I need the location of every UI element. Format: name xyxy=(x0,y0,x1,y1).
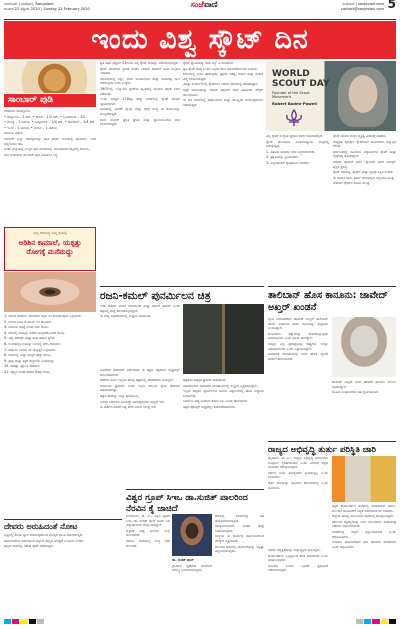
recipe-line: ಬಾಣಲೆಗೆ ಎಲ್ಲಾ ಸಾಮಗ್ರಿಗಳನ್ನು ಹಾಕಿ ಕಡಿಮೆ ಉರಿಯಲ್ಲಿ ಹುರಿಯಿರಿ. ಬಳಿಕ ತಣ್ಣಗಾಗಲು ಬಿಡಿ. xyxy=(4,136,96,146)
health-headline-1: ಅರಿಶಿನ ಕಾಮಾಲೆ, ಯಕೃತ್ತು xyxy=(18,238,82,247)
politics-body-3 xyxy=(268,548,328,616)
article-para: ಇಬ್ಬರು ದಿಗ್ಗಜರ ಪುನರ್ಮಿಲನ ತಮಿಳು ಚಿತ್ರರಂಗದಲ್ಲಿ ಹೊಸ ಅಧ್ಯಾಯ ಬರೆಯಲಿದೆ. xyxy=(183,389,264,398)
article-para: ಪ್ರತಿ ಸ್ಕೌಟ್ ದಿನಕ್ಕೆ ಒಂದು ಒಳ್ಳೆಯ ಕೆಲಸ ಮಾಡಬೇಕೆಂಬುದು ನಿಯಮ. xyxy=(183,66,258,71)
health-tip: 1. ಅರಿಶಿನ ಕಾಮಾಲೆ ಇರುವವರು ಕಬ್ಬಿನ ರಸ ಕುಡಿಯುವುದು ಒಳ್ಳೆಯದು. xyxy=(4,314,82,318)
article-para: ಯುವಜನರಲ್ಲಿ ಶಿಸ್ತು, ಸೇವಾ ಮನೋಭಾವ ಮತ್ತು ನಾಯಕತ್ವ ಗುಣ ಬೆಳೆಸುವುದು ಇದರ ಉದ್ದೇಶ. xyxy=(100,76,180,86)
recipe-photo xyxy=(4,61,96,93)
article-para: ಲೋಕೇಶ್ ಕನಕರಾಜ್ ನಿರ್ದೇಶನದ ಈ ಚಿತ್ರದ ಚಿತ್ರೀಕರಣ ಶೀಘ್ರದಲ್ಲೇ ಆರಂಭವಾಗಲಿದೆ. xyxy=(100,368,180,377)
article-para: ರೈತರ ಸಾಲಮನ್ನಾ ಯೋಜನೆ ಜಾರಿಯಾಗಿಲ್ಲ ಎಂದು ದೂರಿದರು. xyxy=(268,480,328,490)
recipe-line: ಈಗ ರುಚಿಯಾದ ಸಾಂಬಾರ್ ಪುಡಿ ಸವಿಯಲು ಸಿದ್ಧ. xyxy=(4,152,59,157)
article-para: ಸ್ಕೌಟ್ ಚಳವಳಿ ಮಕ್ಕಳ ವ್ಯಕ್ತಿತ್ವ ವಿಕಸನಕ್ಕೆ ಸಹಕಾರಿ. xyxy=(333,134,387,138)
article-para: ಪ್ರತಿ ವರ್ಷ ಫೆಬ್ರವರಿ 22ರಂದು ವಿಶ್ವ ಸ್ಕೌಟ್ ದಿನವನ್ನು ಆಚರಿಸಲಾಗುತ್ತದೆ. xyxy=(100,61,179,65)
recipe-body xyxy=(4,109,96,225)
rajini-body-2 xyxy=(100,368,180,486)
article-para: ಸಭೆಯ ಅಧ್ಯಕ್ಷತೆಯನ್ನು ಜಿಲ್ಲಾಧ್ಯಕ್ಷರು ವಹಿಸಿದ್ದರು. xyxy=(268,548,321,552)
masthead xyxy=(4,2,396,18)
temple-body xyxy=(4,533,122,615)
article-para: ಸ್ಕೌಟ್ ಸಮವಸ್ತ್ರ, ಸ್ಕಾರ್ಫ್ ಮತ್ತು ಬ್ಯಾಡ್ಜ್ ಶಿಸ್ತಿನ ಸಂಕೇತ. xyxy=(333,170,394,175)
article-para: ಖ್ಯಾತ ಗೀತರಚನೆಕಾರ ಜಾವೇದ್ ಅಖ್ತರ್ ತಾಲಿಬಾನ್ ಜಾರಿಗೆ ತಂದಿರುವ ಹೊಸ ಕಾನೂನನ್ನು ತೀವ್ರವಾಗಿ ಖಂಡಿಸಿದ್ದಾರೆ. xyxy=(268,317,328,331)
article-para: ವಿಶ್ವ ಸ್ಕೌಟ್ ಸಂಸ್ಥೆಯ ಪ್ರಧಾನ ಕಚೇರಿ ಜಿನೀವಾದಲ್ಲಿದೆ. xyxy=(266,134,323,138)
page-number: 5 xyxy=(387,0,396,11)
health-tip: 7. ಪಪ್ಪಾಯಿ ಎಲೆಯ ರಸ ಯಕೃತ್ತಿಗೆ ಒಳ್ಳೆಯದು. xyxy=(4,347,56,352)
masthead-rule xyxy=(4,19,396,20)
health-tip: 2. ಬೆಳಗಿನ ಜಾವ ಮೂಲಂಗಿ ರಸ ಕುಡಿಯಿರಿ. xyxy=(4,319,53,324)
masthead-date: ಶನಿವಾರ 22 ಫೆಬ್ರವರಿ 2020 | Sunday 22 February 2020 xyxy=(4,6,90,11)
article-para: ಶಿಬಿರಗಳಲ್ಲಿ ಗಂಟು ಹಾಕುವುದು, ಪ್ರಥಮ ಚಿಕಿತ್ಸೆ, ಅಡುಗೆ ಮತ್ತು ಸಂಕೇತ ವಿದ್ಯೆ ಕಲಿಸಲಾಗುತ್ತದೆ. xyxy=(183,72,263,81)
article-para: ವಿಪತ್ತು ಸಂದರ್ಭಗಳಲ್ಲಿ ಸ್ಕೌಟ್‌ಗಳು ಸಮಾಜ ಸೇವೆಯಲ್ಲಿ ತೊಡಗುತ್ತಾರೆ. xyxy=(183,82,259,87)
article-para: ಈ ಚಳವಳಿ ಜಾತಿ, ಧರ್ಮ ಭೇದವಿಲ್ಲದೆ ಎಲ್ಲರಿಗೂ ಮುಕ್ತ. xyxy=(333,175,395,180)
cmyk-swatches-left xyxy=(4,619,44,624)
cmyk-swatches-right xyxy=(356,619,396,624)
temple-line: ದೇವಾಲಯಗಳ ದರ್ಶನದಿಂದ ಭಕ್ತರಿಗೆ ನೆಮ್ಮದಿ ಸಿಗುತ್ತದೆ ಎಂಬುದು ನಂಬಿಕೆ. xyxy=(4,538,84,543)
health-kicker: ನಿಮ್ಮ ಆರೋಗ್ಯ ನಿಮ್ಮ ಕೈಯಲ್ಲಿ xyxy=(32,231,68,235)
article-para: ಅಗತ್ಯವಿರುವವರಿಗೆ ಉಚಿತ ಚಿಕಿತ್ಸೆ ನೀಡಲಾಗುವುದು. xyxy=(215,524,264,533)
taliban-headline: ತಾಲಿಬಾನ್ ಹೊಸ ಕಾನೂನು: ಜಾವೇದ್ ಅಖ್ತರ್ ಖಂಡನೆ xyxy=(268,286,396,314)
article-para: ದಶಕಗಳ ಹಿಂದೆ ಇಬ್ಬರೂ ಹಲವು ಚಿತ್ರಗಳಲ್ಲಿ ಜೊತೆಯಾಗಿ ನಟಿಸಿದ್ದರು. xyxy=(100,378,175,383)
article-para: ಗ್ರಾಮೀಣ ಪ್ರದೇಶದ ಶಾಲೆಗಳಿಗೆ ಸೌಲಭ್ಯ ಒದಗಿಸಲಾಗುವುದು. xyxy=(172,563,212,573)
article-para: 3. ಎಲ್ಲರೊಂದಿಗೆ ಸ್ನೇಹದಿಂದ ಇರಬೇಕು. xyxy=(266,160,310,165)
article-para: ರಾಷ್ಟ್ರಪತಿ ಪುರಸ್ಕಾರ ಸ್ಕೌಟ್‌ಗಳಿಗೆ ನೀಡಲಾಗುವ ಅತ್ಯುನ್ನತ ಗೌರವ. xyxy=(333,139,396,149)
article-para: 1907ರಲ್ಲಿ ಇಂಗ್ಲೆಂಡಿನ ಬ್ರೌನ್‌ಸೀ ದ್ವೀಪದಲ್ಲಿ ಮೊದಲ ಸ್ಕೌಟ್ ಶಿಬಿರ ನಡೆಯಿತು. xyxy=(100,86,180,96)
article-para: ಜಿಲ್ಲೆಯ ಹಲವು ಮುಖಂಡರು ಸಭೆಯಲ್ಲಿ ಪಾಲ್ಗೊಂಡಿದ್ದರು. xyxy=(332,514,395,519)
scout-card-title xyxy=(272,69,329,89)
vishwa-body-1 xyxy=(126,514,170,616)
article-para: ನೀರಾವರಿ ಯೋಜನೆಗಳಿಗೆ ಹಣ ಬಿಡುಗಡೆ ಮಾಡಬೇಕು ಎಂದು ಆಗ್ರಹಿಸಿದರು. xyxy=(332,540,396,549)
article-para: ಸಮಾಜ ಸೇವೆಯಲ್ಲಿ ಸಂಸ್ಥೆ ಸದಾ ಮುಂದಿದೆ. xyxy=(126,538,170,548)
vishwa-headline: ವಿಶ್ವರ ಗ್ರೂಪ್ ಸಿಇಒ ಡಾ.ಸುಜಿತ್ ಪಾಲರಿಂದ ನೆರವಿನ ಕೈ ಜಾಚಿದೆ xyxy=(126,489,264,515)
article-para: ಭಾರತದಲ್ಲಿ ಭಾರತ್ ಸ್ಕೌಟ್ಸ್ ಮತ್ತು ಗೈಡ್ಸ್ ಸಂಸ್ಥೆ ಈ ಕಾರ್ಯವನ್ನು ಮುನ್ನಡೆಸುತ್ತಿದೆ. xyxy=(100,107,180,116)
article-para: ಸರ್ಕಾರ ಜನರ ಸಮಸ್ಯೆಗಳಿಗೆ ಸ್ಪಂದಿಸುತ್ತಿಲ್ಲ ಎಂದು ಟೀಕಿಸಿದರು. xyxy=(268,470,328,480)
article-para: ಬೆಂಗಳೂರು, ಫೆ. ೨೧- ವಿಶ್ವರ ಗ್ರೂಪ್ ಸಿಇಒ ಡಾ. ಸುಜಿತ್ ಪಾಲ್ ಅವರು ಬಡ ವಿದ್ಯಾರ್ಥಿಗಳಿಗೆ ನೆರವು ನೀಡಿದ್ದಾರೆ. xyxy=(126,514,170,528)
recipe-title: ಸಾಂಬಾರ್ ಪುಡಿ xyxy=(4,94,96,107)
recipe-line: ಬೇಕಾಗುವ ಸಾಮಗ್ರಿಗಳು: xyxy=(4,109,31,113)
article-para: ಶೈಕ್ಷಣಿಕ ವೆಚ್ಚ ಭರಿಸಲು ಸಂಸ್ಥೆ ಮುಂದಾಗಿದೆ. xyxy=(126,528,170,538)
recipe-line: • ಕೊತ್ತಂಬರಿ – 2 ಕಪ್, • ಜೀರಿಗೆ – 1/2 ಕಪ್, • ಒಣಮೆಣಸು – 20 xyxy=(4,114,85,119)
article-para: ಈ ವರ್ಷದ ಕೊನೆಗೆ ಚಿತ್ರ ತೆರೆಗೆ ಬರುವ ನಿರೀಕ್ಷೆ ಇದೆ. xyxy=(100,405,157,410)
vishwa-body-2 xyxy=(172,558,212,616)
health-tip: 10. ಸಾಕಷ್ಟು ವಿಶ್ರಾಂತಿ ಪಡೆಯಿರಿ. xyxy=(4,364,41,369)
fleur-de-lis-icon xyxy=(284,109,304,127)
scout-card-title-1: WORLD xyxy=(272,69,310,79)
health-tip: 6. ನಿಂಬೆಹಣ್ಣಿನ ರಸವನ್ನು ನೀರಿನಲ್ಲಿ ಬೆರೆಸಿ ಕುಡಿಯಿರಿ. xyxy=(4,341,62,346)
recipe-line: • ಇಂಗು – 1 ಚಮಚ, • ಅರಿಶಿನ – 1 ಚಮಚ xyxy=(4,125,57,130)
politics-headline: ರಾಜ್ಯದ ಅಭಿವೃದ್ಧಿ ತುರ್ತು ಪರಿಸ್ಥಿತಿ ಜಾರಿ xyxy=(268,441,396,455)
masthead-site: ಸಂಜೆವಾಣಿ | sanjevani.com xyxy=(342,2,384,6)
article-para: ಮೈಸೂರು, ಫೆ. ೨೧- ರಾಜ್ಯದ ಅಭಿವೃದ್ಧಿ ಕಾರ್ಯಗಳು ಸಂಪೂರ್ಣ ಸ್ಥಗಿತಗೊಂಡಿವೆ ಎಂದು ವಿರೋಧ ಪಕ್ಷದ ನಾಯಕರು ಆರೋಪಿಸಿದ್ದಾರೆ. xyxy=(268,456,328,470)
article-para: ರಾಜಕೀಯ ಪ್ರವೇಶದ ನಂತರ ಇಬ್ಬರ ನಡುವಿನ ಸ್ನೇಹ ಚರ್ಚೆಯ ವಿಷಯವಾಗಿತ್ತು. xyxy=(100,383,180,393)
article-para: ಸರ್ಕಾರದ ವೈಫಲ್ಯಗಳನ್ನು ಜನರ ಮುಂದಿಡಲು ಪಾದಯಾತ್ರೆ ನಡೆಸಲು ನಿರ್ಧರಿಸಲಾಗಿದೆ. xyxy=(332,519,396,529)
paper-logo xyxy=(164,0,244,9)
article-para: ಮಹಿಳಾ ಸಂಘಟನೆಗಳು ಸಹ ಧ್ವನಿಗೂಡಿಸಿವೆ. xyxy=(332,390,379,395)
article-para: ಮುಂದಿನ ತಿಂಗಳು ಬೃಹತ್ ಪ್ರತಿಭಟನೆ ನಡೆಸಲಾಗುವುದು. xyxy=(268,563,328,573)
rajini-kamal-photo xyxy=(183,304,264,374)
vishwa-body-3 xyxy=(215,514,264,616)
article-para: ಬೇಡನ್ ಪೊವೆಲ್ ಅವರ 'ಸ್ಕೌಟಿಂಗ್ ಫಾರ್ ಬಾಯ್ಸ್' ಪುಸ್ತಕ ಪ್ರಸಿದ್ಧ. xyxy=(333,159,396,169)
article-para: ಆರೋಗ್ಯ ಶಿಬಿರಗಳನ್ನು ಸಹ ಆಯೋಜಿಸಲಾಗುತ್ತಿದೆ. xyxy=(215,514,264,523)
health-tip: 11. ವೈದ್ಯರ ಸಲಹೆ ಪಡೆದು ಔಷಧ ಸೇವಿಸಿ. xyxy=(4,369,51,374)
health-headline-2: ರೋಗಕ್ಕೆ ಮನೆಮದ್ದು xyxy=(26,247,74,256)
javed-akhtar-photo xyxy=(332,317,396,377)
article-para: ಚಿತ್ರದ ಪೋಸ್ಟರ್ ಶೀಘ್ರದಲ್ಲೇ ಬಿಡುಗಡೆಯಾಗಲಿದೆ. xyxy=(183,404,236,409)
health-tip: 4. ಕಿರುನೆಲ್ಲಿ ಸೊಪ್ಪನ್ನು ಅರೆದು ಮಜ್ಜಿಗೆಯೊಂದಿಗೆ ಸೇವಿಸಿ. xyxy=(4,330,66,335)
photo-caption: ಡಾ. ಸುಜಿತ್ ಪಾಲ್ xyxy=(172,558,194,562)
temple-line: ವೃತ್ತದಲ್ಲಿ ಕುಳಿತು ಧ್ಯಾನ ಮಾಡುವುದರಿಂದ ಮನಸ್ಸಿಗೆ ಶಾಂತಿ ದೊರೆಯುತ್ತದೆ. xyxy=(4,533,84,537)
article-para: ಜಗತ್ತಿನ ಎಲ್ಲ ಪ್ರಜಾಪ್ರಭುತ್ವ ರಾಷ್ಟ್ರಗಳು ಇದನ್ನು ವಿರೋಧಿಸಬೇಕು ಎಂದು ಒತ್ತಾಯಿಸಿದ್ದಾರೆ. xyxy=(268,341,328,351)
health-tip: 5. ಎಣ್ಣೆ ಪದಾರ್ಥ ಮತ್ತು ಕರಿದ ಆಹಾರ ತ್ಯಜಿಸಿ. xyxy=(4,336,56,341)
scout-card-name: Robert Baden-Powell xyxy=(272,101,317,106)
health-tip: 8. ಮೊಸರನ್ನ ಮತ್ತು ಮಜ್ಜಿಗೆ ಹೆಚ್ಚು ಸೇವಿಸಿ. xyxy=(4,353,52,358)
health-headline-box xyxy=(4,227,96,271)
article-para: ಶಾಲಾ ಮಕ್ಕಳಿಗೆ ಪ್ರಕೃತಿ ಪ್ರೇಮ ಮತ್ತು ಸ್ವಾವಲಂಬನೆಯ ಪಾಠ ಕಲಿಸಲಾಗುತ್ತದೆ. xyxy=(100,117,180,127)
paper-logo-part-a: ಸಂಜೆ xyxy=(190,0,204,9)
article-para: ಸಾಮಾಜಿಕ ಜಾಲತಾಣದಲ್ಲಿ ಅವರ ಹೇಳಿಕೆ ವ್ಯಾಪಕ ಚರ್ಚೆಗೆ ಕಾರಣವಾಗಿದೆ. xyxy=(268,352,328,361)
temple-line: ಹಬ್ಬದ ದಿನಗಳಲ್ಲಿ ವಿಶೇಷ ಪೂಜೆ ನಡೆಯುತ್ತದೆ. xyxy=(4,544,54,549)
article-para: ಸೇವೆಯೇ ಸ್ಕೌಟ್‌ನ ಮೂಲ ಮಂತ್ರ. xyxy=(333,181,371,186)
article-para: ಇದೇ ಮೊದಲ ಬಾರಿಗೆ ರಜನಿಕಾಂತ್ ಮತ್ತು ಕಮಲ್ ಹಾಸನ್ ಒಂದೇ ಚಿತ್ರದಲ್ಲಿ ಮತ್ತೆ ಕಾಣಿಸಿಕೊಳ್ಳಲಿದ್ದಾರೆ. xyxy=(100,304,180,313)
rajini-body-1 xyxy=(100,304,180,366)
article-para: ನಿರ್ಮಾಣ ವೆಚ್ಚ ನೂರಾರು ಕೋಟಿ ರೂ. ಎಂದು ಹೇಳಲಾಗಿದೆ. xyxy=(183,399,248,404)
article-para: ಗೈಡ್ಸ್ ಚಳವಳಿಯನ್ನು ಬೇಡನ್ ಪೊವೆಲ್ ಅವರ ಸಹೋದರಿ ಆಗ್ನೆಸ್ ಆರಂಭಿಸಿದರು. xyxy=(183,87,263,97)
politics-body-1 xyxy=(268,456,328,544)
article-para: ಪಕ್ಷದ ಕಾರ್ಯಕರ್ತರ ಸಭೆಯಲ್ಲಿ ಮಾತನಾಡಿದ ಅವರು, ಮುಂದಿನ ಚುನಾವಣೆಗೆ ಸಿದ್ಧತೆ ನಡೆಸುವಂತೆ ಕರೆ ನೀಡಿದರು. xyxy=(332,504,396,513)
health-body xyxy=(4,314,96,514)
recipe-line: • ಮೆಂತ್ಯೆ – 1 ಚಮಚ, • ಉದ್ದಿನಬೇಳೆ – 1/4 ಕಪ್, • ಕಡಲೆಬೇಳೆ – 1/4 ಕಪ್ xyxy=(4,120,95,125)
politics-photo xyxy=(332,456,396,502)
recipe-line: ನಂತರ ಮಿಕ್ಸಿಯಲ್ಲಿ ನುಣ್ಣಗೆ ಪುಡಿ ಮಾಡಿಕೊಳ್ಳಿ. ಗಾಳಿಯಾಡದ ಡಬ್ಬದಲ್ಲಿ ಶೇಖರಿಸಿ. xyxy=(4,147,90,152)
banner-headline: ಇಂದು ವಿಶ್ವ ಸ್ಕೌಟ್ ದಿನ xyxy=(4,21,396,59)
article-para: ಕರ್ನಾಟಕದಲ್ಲಿ ಸಾವಿರಾರು ವಿದ್ಯಾರ್ಥಿಗಳು ಸ್ಕೌಟ್ ಮತ್ತು ಗೈಡ್ಸ್‌ನಲ್ಲಿ ತೊಡಗಿದ್ದಾರೆ. xyxy=(333,149,396,159)
eye-photo xyxy=(4,272,96,312)
health-tip: 9. ದ್ರಾಕ್ಷಿ ಮತ್ತು ಕಿತ್ತಳೆ ಹಣ್ಣುಗಳು ಉಪಯುಕ್ತ. xyxy=(4,358,55,363)
article-para: ಸ್ಕೌಟ್ ಧ್ಯೇಯವಾಕ್ಯ 'ಸದಾ ಸಿದ್ಧ' ಎಂಬುದಾಗಿದೆ. xyxy=(183,61,234,65)
article-para: ಅಭಿಮಾನಿಗಳು ಸಾಮಾಜಿಕ ಜಾಲತಾಣಗಳಲ್ಲಿ ಸಂಭ್ರಮ ವ್ಯಕ್ತಪಡಿಸಿದ್ದಾರೆ. xyxy=(183,383,258,388)
recipe-line: ಮಾಡುವ ವಿಧಾನ: xyxy=(4,131,24,136)
scout-article-col-2 xyxy=(183,61,263,283)
article-para: ಸ್ಕೌಟ್ ಜಾಂಬೋರಿ ಅಂತರರಾಷ್ಟ್ರೀಯ ಮಟ್ಟದಲ್ಲಿ ನಡೆಯುತ್ತದೆ. xyxy=(266,139,329,149)
article-para: ಈ ಸುದ್ದಿ ಅಭಿಮಾನಿಗಳಲ್ಲಿ ಸಂಭ್ರಮ ಮೂಡಿಸಿದೆ. xyxy=(100,314,152,319)
rajini-headline: ರಜನಿ-ಕಮಲ್ ಪುನರ್ಮಿಲನ ಚಿತ್ರ xyxy=(100,286,264,303)
article-para: 1. ಸಹಾಯ ಮಾಡಲು ಸದಾ ಸಿದ್ಧರಾಗಿರಬೇಕು. xyxy=(266,149,316,154)
scout-card-title-2: SCOUT DAY xyxy=(272,79,330,89)
article-para: ಜಾವೇದ್ ಅಖ್ತರ್ ಅವರ ಹೇಳಿಕೆಗೆ ಹಲವರು ಬೆಂಬಲ ಸೂಚಿಸಿದ್ದಾರೆ. xyxy=(332,380,396,389)
article-para: ಚಿತ್ರತಂಡ ಅಧಿಕೃತ ಪ್ರಕಟಣೆ ಹೊರಡಿಸಿದೆ. xyxy=(183,378,227,382)
article-para: ಇಂದು ಜಗತ್ತಿನ 170ಕ್ಕೂ ಹೆಚ್ಚು ದೇಶಗಳಲ್ಲಿ ಸ್ಕೌಟ್ ಚಳವಳಿ ಸಕ್ರಿಯವಾಗಿದೆ. xyxy=(100,97,180,106)
masthead-left xyxy=(4,2,134,11)
article-para: ಬಜೆಟ್‌ನಲ್ಲಿ ಜಿಲ್ಲೆಗೆ ಅನ್ಯಾಯವಾಗಿದೆ ಎಂದು ಆರೋಪಿಸಿದರು. xyxy=(332,529,396,539)
article-para: ಈ ದಿನ ಶಾಲೆಗಳಲ್ಲಿ ಪಥಸಂಚಲನ ಮತ್ತು ಸಾಂಸ್ಕೃತಿಕ ಕಾರ್ಯಕ್ರಮಗಳು ನಡೆಯುತ್ತವೆ. xyxy=(183,98,263,107)
paper-logo-part-b: ವಾಣಿ xyxy=(203,0,218,9)
article-para: ಮಹಿಳೆಯರ ಹಕ್ಕುಗಳನ್ನು ಕಸಿದುಕೊಳ್ಳುವುದು ಅಮಾನವೀಯ ಎಂದು ಅವರು ಹೇಳಿದ್ದಾರೆ. xyxy=(268,331,328,341)
article-para: ಸಂಗೀತ ನಿರ್ದೇಶನ ಅನಿರುದ್ಧ್ ಅವರದ್ದಾಗಿರುವ ಸಾಧ್ಯತೆ ಇದೆ. xyxy=(100,399,165,404)
article-para: ಕಾರ್ಯಕರ್ತರು ಒಗ್ಗಟ್ಟಿನಿಂದ ಕೆಲಸ ಮಾಡಬೇಕು ಎಂದು ಸಲಹೆ ನೀಡಿದರು. xyxy=(268,553,328,563)
scout-article-col-1 xyxy=(100,61,180,283)
masthead-contact: contact@sanjevani.com xyxy=(340,6,384,11)
scout-article-col-3 xyxy=(266,134,329,284)
article-para: ಸಂಸ್ಥೆಯ ಈ ಕಾರ್ಯಕ್ಕೆ ಸಾರ್ವಜನಿಕರಿಂದ ಮೆಚ್ಚುಗೆ ವ್ಯಕ್ತವಾಗಿದೆ. xyxy=(215,534,264,543)
masthead-right xyxy=(269,2,384,11)
scout-article-col-4 xyxy=(333,134,396,284)
scout-card-caption: Founder of the Scout Movement xyxy=(272,91,310,100)
masthead-city: ಬೆಂಗಳೂರು | ಸಂಜೆವಾಣಿ, Bangalore xyxy=(4,2,54,6)
article-para: ಸ್ಕೌಟ್ ಚಳವಳಿಯ ಸ್ಥಾಪಕ ಲಾರ್ಡ್ ಬೇಡನ್ ಪೊವೆಲ್ ಅವರ ಜನ್ಮದಿನ ಇದಾಗಿದೆ. xyxy=(100,66,180,76)
rajini-body-3 xyxy=(183,378,264,486)
temple-title: ದೇವರು ಅರುಹಿದಂತೆ ನೋಟ xyxy=(4,519,122,531)
article-para: ಮುಂದಿನ ದಿನಗಳಲ್ಲಿ ಯೋಜನೆಯನ್ನು ಇನ್ನಷ್ಟು ವಿಸ್ತರಿಸಲಾಗುವುದು. xyxy=(215,544,264,554)
health-tip: 3. ಎಳನೀರು ದಿನಕ್ಕೆ ಎರಡು ಬಾರಿ ಸೇವಿಸಿ. xyxy=(4,325,49,330)
print-color-bar xyxy=(4,619,396,625)
article-para: ಚಿತ್ರದ ಹೆಸರನ್ನು ಇನ್ನೂ ಘೋಷಿಸಿಲ್ಲ. xyxy=(100,393,140,398)
taliban-body-1 xyxy=(268,317,328,437)
sujith-pal-photo xyxy=(172,514,212,556)
world-scout-day-card xyxy=(266,61,396,131)
taliban-body-2 xyxy=(332,380,396,437)
politics-body-2 xyxy=(332,504,396,616)
baden-powell-portrait xyxy=(338,67,388,127)
article-para: 2. ಪ್ರಕೃತಿಯನ್ನು ಪ್ರೀತಿಸಬೇಕು. xyxy=(266,155,299,160)
